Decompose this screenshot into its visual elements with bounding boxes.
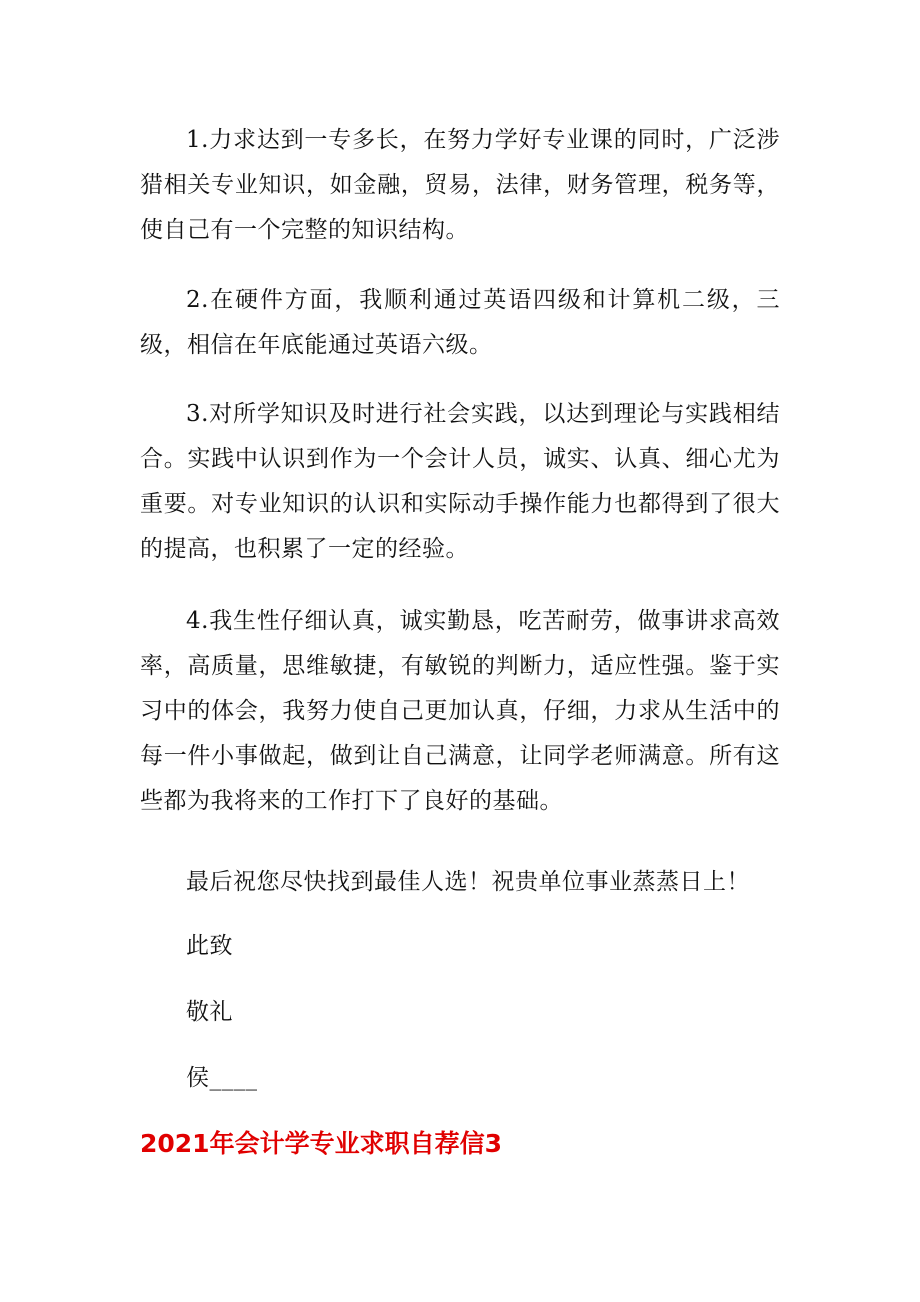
- closing-line: 最后祝您尽快找到最佳人选！祝贵单位事业蒸蒸日上！: [186, 869, 750, 895]
- salutation-line-1: 此致: [186, 933, 233, 959]
- paragraph-2: 2.在硬件方面，我顺利通过英语四级和计算机二级，三级，相信在年底能通过英语六级。: [140, 287, 780, 358]
- section-heading: 2021年会计学专业求职自荐信3: [140, 1129, 502, 1158]
- paragraph-4: 4.我生性仔细认真，诚实勤恳，吃苦耐劳，做事讲求高效率，高质量，思维敏捷，有敏锐的判断力，适应性强。鉴于实习中的体会，我努力使自己更加认真，仔细，力求从生活中的每一件小事做起，做到让自己满意，让同学老师满意。所有这些都为我将来的工作打下了良好的基础。: [140, 608, 780, 814]
- salutation-line-2: 敬礼: [186, 999, 233, 1025]
- paragraph-3: 3.对所学知识及时进行社会实践，以达到理论与实践相结合。实践中认识到作为一个会计人员，诚实、认真、细心尤为重要。对专业知识的认识和实际动手操作能力也都得到了很大的提高，也积累了一定的经验。: [140, 401, 780, 562]
- paragraph-1: 1.力求达到一专多长，在努力学好专业课的同时，广泛涉猎相关专业知识，如金融，贸易，法律，财务管理，税务等，使自己有一个完整的知识结构。: [140, 127, 780, 243]
- signature-line: 侯____: [186, 1065, 258, 1091]
